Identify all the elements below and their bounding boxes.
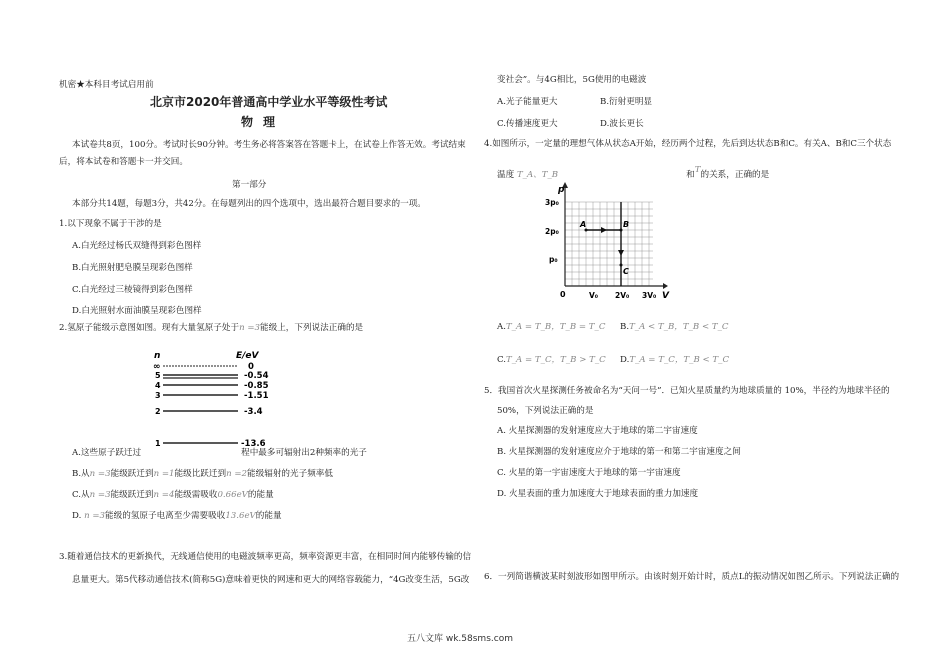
q5-option-a: A. 火星探测器的发射速度应大于地球的第二宇宙速度 — [497, 426, 698, 436]
q5-option-d: D. 火星表面的重力加速度大于地球表面的重力加速度 — [497, 489, 699, 499]
q2-stem: 2.氢原子能级示意图如图。现有大量氢原子处于n =3能级上，下列说法正确的是 — [59, 323, 364, 333]
q4-line-1: 4.如图所示，一定量的理想气体从状态A开始，经历两个过程，先后到达状态B和C。有关A、B和C三个状态 — [484, 139, 892, 149]
q2-option-d: D. n =3能级的氢原子电离至少需要吸收13.6eV的能量 — [72, 511, 282, 521]
y-tick-p0: p₀ — [549, 255, 558, 264]
point-a-label: A — [580, 220, 587, 229]
q3-line-2: 息量更大。第5代移动通信技术(简称5G)意味着更快的网速和更大的网络容载能力，“4G改变生活，5G改 — [72, 575, 470, 585]
q3-option-b: B.衍射更明显 — [600, 97, 653, 107]
level-n-inf: ∞ — [153, 362, 161, 372]
x-tick-v0: V₀ — [589, 291, 599, 300]
p-axis-label: p — [558, 185, 565, 195]
q2-option-a: A.这些原子跃迁过 程中最多可辐射出2种频率的光子 — [72, 448, 367, 458]
pv-graph — [545, 180, 675, 300]
q5-option-c: C. 火星的第一宇宙速度大于地球的第一宇宙速度 — [497, 468, 681, 478]
q4-option-b: B.T_A < T_B，T_B < T_C — [620, 322, 729, 332]
q5-option-b: B. 火星探测器的发射速度应介于地球的第一和第二宇宙速度之间 — [497, 447, 741, 457]
level-e-1: -13.6 — [241, 439, 266, 449]
energy-level-diagram — [150, 347, 290, 452]
q1-option-b: B.白光照射肥皂膜呈现彩色图样 — [72, 263, 193, 273]
confidential-label: 机密★本科目考试启用前 — [59, 80, 154, 90]
page-footer: 五八文库 wk.58sms.com — [407, 634, 513, 644]
y-tick-2p0: 2p₀ — [545, 227, 559, 236]
y-tick-3p0: 3p₀ — [545, 198, 559, 207]
q4-option-a: A.T_A = T_B，T_B = T_C — [497, 322, 606, 332]
q2-option-b: B.从n =3能级跃迁到n =1能级比跃迁到n =2能级辐射的光子频率低 — [72, 469, 333, 479]
level-n-4: 4 — [155, 381, 161, 390]
n-header: n — [154, 351, 161, 361]
level-n-3: 3 — [155, 391, 161, 400]
point-c-label: C — [623, 267, 629, 276]
q1-stem: 1.以下现象不属于干涉的是 — [59, 219, 162, 229]
q4-option-c: C.T_A = T_C，T_B > T_C — [497, 355, 606, 365]
part-heading: 第一部分 — [232, 180, 267, 190]
e-header: E/eV — [236, 351, 259, 361]
q3-option-d: D.波长更长 — [600, 119, 644, 129]
q2-option-c: C.从n =3能级跃迁到n =4能级需吸收0.66eV的能量 — [72, 490, 274, 500]
q3-option-c: C.传播速度更大 — [497, 119, 558, 129]
origin-label: 0 — [560, 290, 566, 299]
q1-option-c: C.白光经过三棱镜得到彩色图样 — [72, 285, 193, 295]
part-description: 本部分共14题，每题3分，共42分。在每题列出的四个选项中，选出最符合题目要求的一项。 — [72, 199, 426, 209]
q4-option-d: D.T_A = T_C，T_B < T_C — [620, 355, 730, 365]
level-n-5: 5 — [155, 371, 161, 380]
intro-line-2: 后，将本试卷和答题卡一并交回。 — [59, 157, 188, 167]
q1-option-a: A.白光经过杨氏双缝得到彩色图样 — [72, 241, 202, 251]
exam-subject: 物理 — [241, 115, 286, 129]
intro-line-1: 本试卷共8页，100分。考试时长90分钟。考生务必将答案答在答题卡上，在试卷上作答无效。考试结束 — [72, 140, 466, 150]
q5-line-1: 5．我国首次火星探测任务被命名为“天问一号”．已知火星质量约为地球质量的 10%，半径约为地球半径的 — [484, 386, 890, 396]
x-tick-2v0: 2V₀ — [615, 291, 630, 300]
level-e-3: -1.51 — [244, 391, 269, 401]
q5-line-2: 50%，下列说法正确的是 — [497, 406, 594, 416]
q1-option-d: D.白光照射水面油膜呈现彩色图样 — [72, 306, 202, 316]
q6-line-1: 6．一列简谐横波某时刻波形如图甲所示。由该时刻开始计时，质点L的振动情况如图乙所示。下列说法正确的 — [484, 572, 900, 582]
level-n-1: 1 — [155, 439, 161, 448]
q3-option-a: A.光子能量更大 — [497, 97, 558, 107]
point-b-label: B — [623, 220, 630, 229]
level-e-inf: 0 — [248, 362, 254, 372]
q3-line-3: 变社会”。与4G相比，5G使用的电磁波 — [497, 75, 647, 85]
level-e-5: -0.54 — [244, 371, 269, 381]
level-e-4: -0.85 — [244, 381, 269, 391]
q3-line-1: 3.随着通信技术的更新换代，无线通信使用的电磁波频率更高，频率资源更丰富，在相同时间内能够传输的信 — [59, 552, 472, 562]
exam-title: 北京市2020年普通高中学业水平等级性考试 — [150, 95, 388, 109]
level-e-2: -3.4 — [244, 407, 263, 417]
level-n-2: 2 — [155, 407, 161, 416]
x-tick-3v0: 3V₀ — [642, 291, 657, 300]
v-axis-label: V — [662, 291, 669, 300]
q4-line-2: 温度 T_A、T_B 和T的关系，正确的是 — [497, 165, 770, 180]
